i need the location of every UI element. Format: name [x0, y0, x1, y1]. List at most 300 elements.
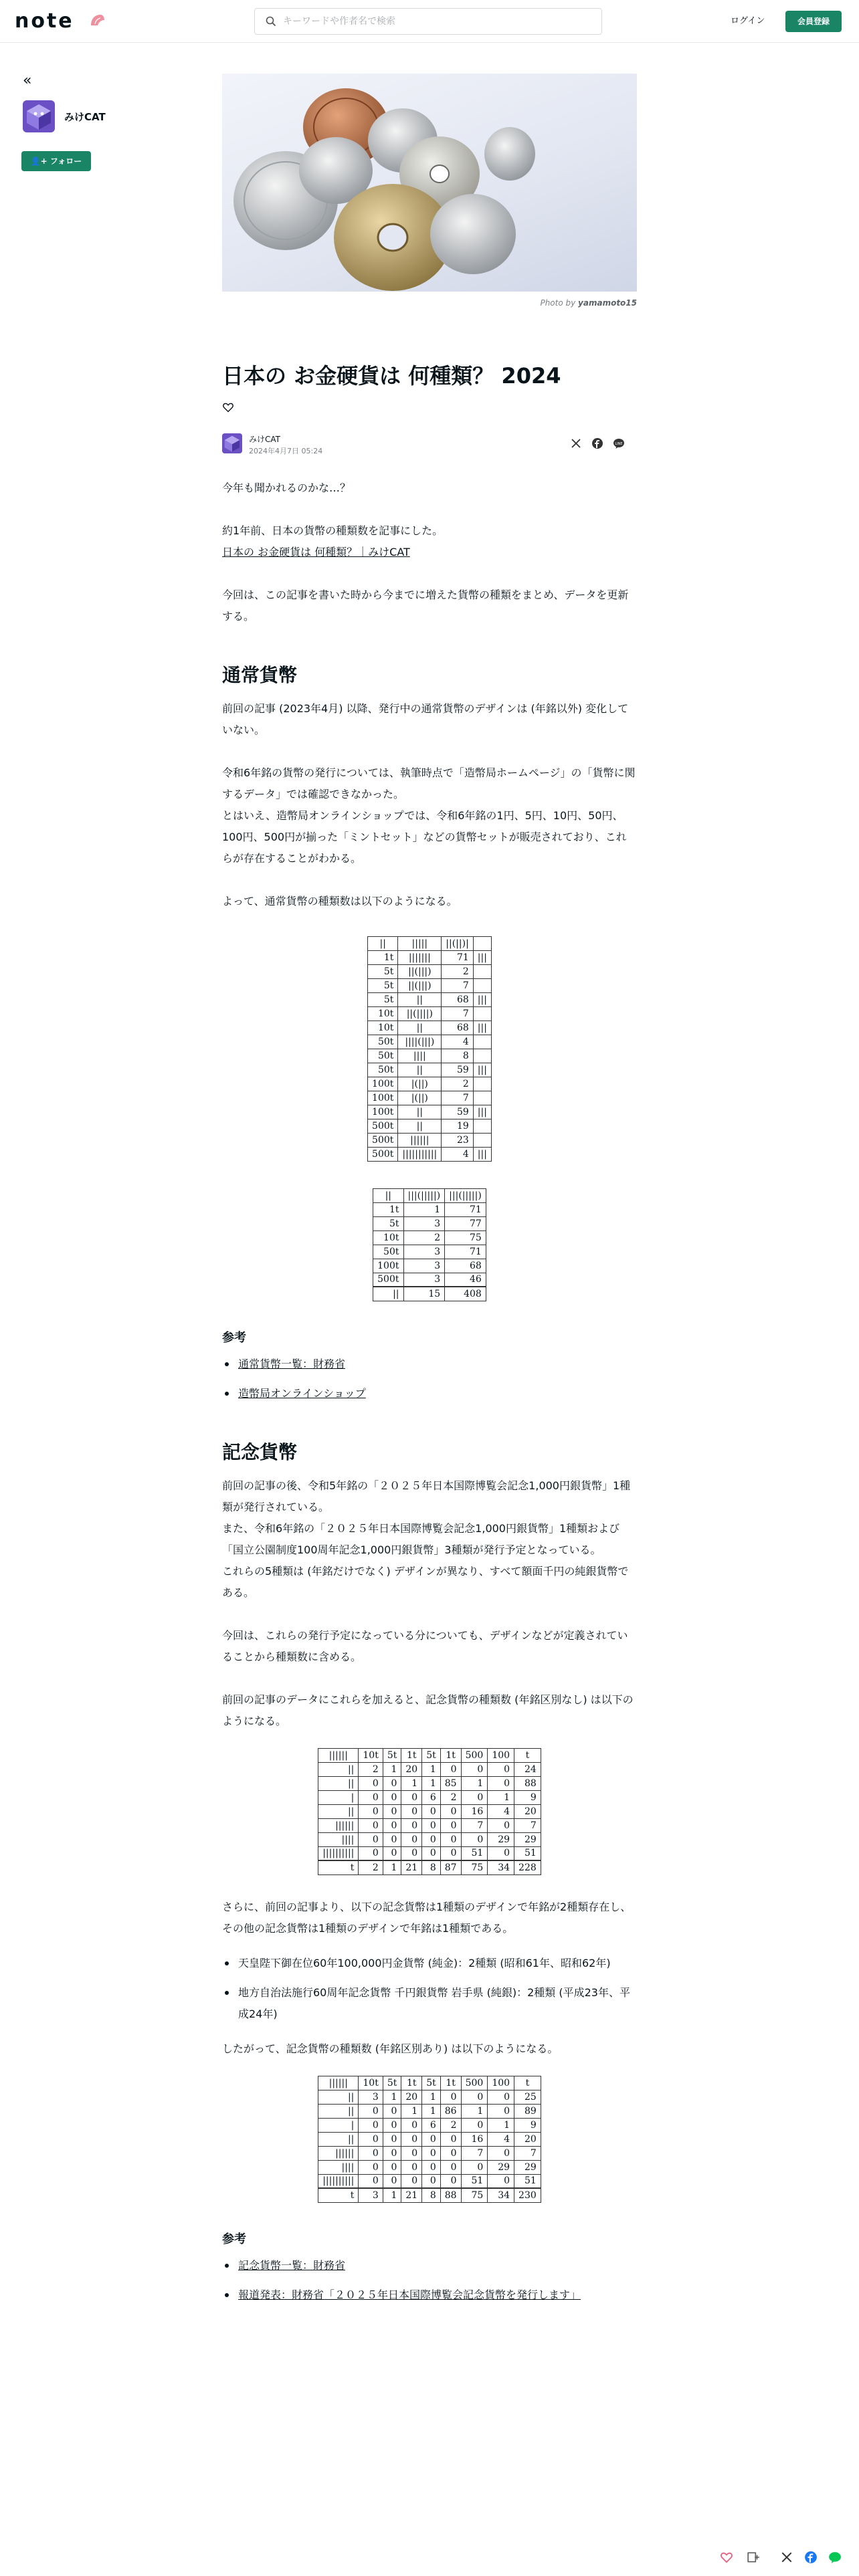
- search-icon: [266, 16, 276, 27]
- table-cell: 89: [514, 2104, 541, 2118]
- table-row: [318, 1804, 541, 1818]
- table-cell: ||: [318, 2090, 359, 2104]
- table-cell: 0: [488, 2174, 514, 2188]
- table-header-cell: ||: [368, 936, 398, 950]
- reference-link[interactable]: 造幣局オンラインショップ: [238, 1386, 366, 1400]
- table-row: [368, 1077, 492, 1091]
- table-cell: 2: [440, 2118, 461, 2132]
- floating-action-bar: [716, 2545, 859, 2569]
- table-cell: 2: [440, 1790, 461, 1804]
- table-cell: 7: [442, 978, 474, 992]
- table-cell: 0: [422, 2160, 441, 2174]
- table-cell: 0: [461, 2118, 488, 2132]
- table-cell: 9: [514, 2118, 541, 2132]
- table-cell: 230: [514, 2188, 541, 2202]
- table-cell: 0: [383, 1790, 401, 1804]
- table-cell: |||: [473, 1021, 491, 1035]
- table-cell: 0: [383, 1818, 401, 1832]
- table-cell: 0: [422, 2146, 441, 2160]
- regular-coin-summary-table: [373, 1188, 486, 1301]
- table-cell: 0: [461, 1762, 488, 1776]
- commem-paragraph-4: さらに、前回の記事より、以下の記念貨幣は1種類のデザインで年銘が2種類存在し、その他の記念貨幣は1種類のデザインで年銘は1種類である。: [222, 1900, 632, 1935]
- photo-credit: [222, 298, 637, 308]
- x-share-icon[interactable]: [780, 2551, 793, 2564]
- table-cell: 50t: [368, 1035, 398, 1049]
- photo-credit-name[interactable]: yamamoto15: [578, 298, 637, 308]
- table-cell: 1: [488, 1790, 514, 1804]
- table-cell: 75: [461, 1860, 488, 1874]
- table-cell: 4: [442, 1035, 474, 1049]
- table-cell: 408: [445, 1287, 486, 1301]
- header-photo: [222, 74, 637, 292]
- table-cell: 0: [401, 2160, 422, 2174]
- table-cell: 0: [440, 1846, 461, 1860]
- table-header-cell: |||(|||||): [403, 1188, 445, 1202]
- table-header-cell: ||||||: [318, 1748, 359, 1762]
- table-cell: 0: [440, 1762, 461, 1776]
- table-cell: 7: [442, 1091, 474, 1105]
- table-header-cell: 100: [488, 2076, 514, 2090]
- table-cell: 8: [442, 1049, 474, 1063]
- table-cell: ||: [318, 1762, 359, 1776]
- table-cell: ||: [318, 1804, 359, 1818]
- table-row: [318, 2188, 541, 2202]
- table-cell: 228: [514, 1860, 541, 1874]
- commem-paragraph-2: 今回は、これらの発行予定になっている分についても、デザインなどが定義されていることから種類数に含める。: [222, 1628, 628, 1663]
- table-cell: ||||: [318, 2160, 359, 2174]
- table-cell: 0: [440, 1804, 461, 1818]
- table-cell: 68: [442, 992, 474, 1006]
- table-header-cell: 1t: [440, 1748, 461, 1762]
- table-cell: 0: [440, 1832, 461, 1846]
- table-cell: 1: [403, 1202, 445, 1216]
- table-cell: ||(|||): [398, 964, 442, 978]
- table-row: [318, 2146, 541, 2160]
- table-cell: 2: [442, 964, 474, 978]
- intro-paragraph-3: 今回は、この記事を書いた時から今までに増えた貨幣の種類をまとめ、データを更新する。: [222, 588, 629, 623]
- table-cell: [473, 1077, 491, 1091]
- table-cell: [473, 1006, 491, 1021]
- line-share-icon[interactable]: [828, 2551, 842, 2564]
- table-cell: |||: [473, 1147, 491, 1161]
- table-row: [373, 1202, 486, 1216]
- author-name[interactable]: みけCAT: [64, 111, 106, 123]
- table-cell: 1: [461, 2104, 488, 2118]
- follow-icon: 👤+: [30, 156, 47, 166]
- table-cell: ||||||: [318, 1818, 359, 1832]
- table-row: [368, 950, 492, 964]
- top-bar: [0, 0, 859, 43]
- table-cell: 0: [401, 2146, 422, 2160]
- table-cell: 0: [488, 1846, 514, 1860]
- author-avatar[interactable]: [23, 100, 55, 132]
- commem-paragraph-3: 前回の記事のデータにこれらを加えると、記念貨幣の種類数 (年銘区別なし) は以下のようになる。: [222, 1693, 634, 1727]
- table-cell: 68: [442, 1021, 474, 1035]
- table-header-cell: 500: [461, 2076, 488, 2090]
- table-cell: 0: [440, 2090, 461, 2104]
- byline-name[interactable]: みけCAT: [249, 434, 280, 444]
- commemorative-count-table: [318, 1748, 541, 1875]
- table-header-row: [373, 1188, 486, 1202]
- table-cell: 50t: [368, 1049, 398, 1063]
- table-cell: 3: [359, 2090, 383, 2104]
- table-cell: 3: [403, 1245, 445, 1259]
- table-cell: 100t: [368, 1091, 398, 1105]
- table-cell: ||||||: [318, 2146, 359, 2160]
- table-cell: 0: [359, 1818, 383, 1832]
- table-cell: 16: [461, 2132, 488, 2146]
- table-row: [318, 2104, 541, 2118]
- follow-button[interactable]: [21, 151, 91, 171]
- table-cell: 0: [401, 1804, 422, 1818]
- table-row: [368, 1133, 492, 1147]
- like-heart-icon[interactable]: [720, 2551, 733, 2564]
- table-cell: 0: [488, 2146, 514, 2160]
- table-cell: 2: [442, 1077, 474, 1091]
- table-cell: 75: [461, 2188, 488, 2202]
- table-header-row: [318, 1748, 541, 1762]
- byline: [222, 429, 637, 456]
- table-cell: 1: [422, 2090, 441, 2104]
- table-cell: 0: [383, 1846, 401, 1860]
- table-cell: 87: [440, 1860, 461, 1874]
- table-cell: 0: [359, 1846, 383, 1860]
- regular-paragraph-2b: とはいえ、造幣局オンラインショップでは、令和6年銘の1円、5円、10円、50円、100円、500円が揃った「ミントセット」などの貨幣セットが販売されており、これらが存在することがわかる。: [222, 809, 627, 865]
- reference-link[interactable]: 通常貨幣一覧：財務省: [238, 1357, 346, 1370]
- table-cell: 0: [359, 1790, 383, 1804]
- table-row: [368, 1105, 492, 1119]
- table-header-cell: ||||||: [318, 2076, 359, 2090]
- byline-avatar[interactable]: [222, 433, 242, 453]
- table-cell: 0: [461, 2090, 488, 2104]
- table-header-cell: 5t: [383, 2076, 401, 2090]
- table-cell: 100t: [368, 1077, 398, 1091]
- table-cell: 5t: [373, 1216, 403, 1230]
- table-cell: 10t: [368, 1021, 398, 1035]
- table-cell: 71: [442, 950, 474, 964]
- table-cell: 0: [422, 1804, 441, 1818]
- table-header-cell: |||(|||||): [445, 1188, 486, 1202]
- table-cell: [473, 978, 491, 992]
- table-cell: 88: [440, 2188, 461, 2202]
- table-cell: 24: [514, 1762, 541, 1776]
- table-cell: 0: [383, 1832, 401, 1846]
- table-cell: 0: [440, 2146, 461, 2160]
- table-cell: 0: [383, 2160, 401, 2174]
- follow-label: フォロー: [50, 156, 82, 166]
- table-cell: 75: [445, 1230, 486, 1245]
- commemorative-count-by-year-table: [318, 2076, 541, 2203]
- table-cell: 7: [442, 1006, 474, 1021]
- table-cell: 21: [401, 2188, 422, 2202]
- regular-paragraph-2a: 令和6年銘の貨幣の発行については、執筆時点で「造幣局ホームページ」の「貨幣に関するデータ」では確認できなかった。: [222, 766, 636, 800]
- table-cell: 1: [401, 1776, 422, 1790]
- table-row: [368, 978, 492, 992]
- table-header-cell: 10t: [359, 1748, 383, 1762]
- commem-paragraph-1a: 前回の記事の後、令和5年銘の「２０２５年日本国際博覧会記念1,000円銀貨幣」1種類が発行されている。: [222, 1479, 631, 1513]
- table-cell: 71: [445, 1245, 486, 1259]
- facebook-share-icon[interactable]: [591, 437, 603, 449]
- table-cell: |||||||||||: [398, 1147, 442, 1161]
- table-cell: ||: [398, 1105, 442, 1119]
- reference-link[interactable]: 記念貨幣一覧：財務省: [238, 2258, 346, 2272]
- table-cell: 20: [514, 1804, 541, 1818]
- table-cell: ||: [398, 1021, 442, 1035]
- table-header-cell: 1t: [401, 2076, 422, 2090]
- table-cell: |||: [473, 992, 491, 1006]
- table-cell: 10t: [373, 1230, 403, 1245]
- list-item: [238, 2255, 637, 2276]
- search-box[interactable]: [254, 8, 602, 35]
- table-cell: 0: [359, 2104, 383, 2118]
- coin-1yen-d: [484, 127, 535, 181]
- table-cell: 6: [422, 2118, 441, 2132]
- table-row: [373, 1273, 486, 1287]
- table-cell: 77: [445, 1216, 486, 1230]
- table-cell: 0: [422, 1846, 441, 1860]
- table-cell: [473, 964, 491, 978]
- table-cell: ||||||: [398, 1133, 442, 1147]
- table-cell: 3: [403, 1216, 445, 1230]
- table-cell: 5t: [368, 992, 398, 1006]
- line-share-icon[interactable]: [613, 437, 625, 449]
- table-cell: 0: [422, 2132, 441, 2146]
- table-cell: 4: [488, 1804, 514, 1818]
- signup-button[interactable]: 会員登録: [785, 11, 842, 32]
- table-row: [368, 1021, 492, 1035]
- photo-credit-prefix: Photo by: [540, 298, 576, 308]
- list-item: [238, 1354, 637, 1375]
- commem-bullet-list: [238, 1953, 637, 2025]
- search-input[interactable]: [283, 9, 591, 34]
- table-cell: 59: [442, 1105, 474, 1119]
- table-cell: 1: [422, 1762, 441, 1776]
- list-item: [238, 2284, 637, 2306]
- regular-coin-design-table: [367, 936, 492, 1162]
- list-item: 天皇陛下御在位60年100,000円金貨幣 (純金)：2種類 (昭和61年、昭和62年): [238, 1953, 637, 1974]
- svg-text:LINE: LINE: [615, 441, 623, 446]
- table-header-cell: |||||: [398, 936, 442, 950]
- table-cell: 1: [488, 2118, 514, 2132]
- table-cell: 0: [401, 2174, 422, 2188]
- table-cell: 0: [488, 1818, 514, 1832]
- table-cell: 15: [403, 1287, 445, 1301]
- table-row: [318, 1860, 541, 1874]
- table-cell: 0: [359, 1804, 383, 1818]
- table-header-cell: 10t: [359, 2076, 383, 2090]
- table-cell: 1: [383, 2090, 401, 2104]
- table-cell: 51: [461, 2174, 488, 2188]
- table-row: [318, 2090, 541, 2104]
- table-cell: 46: [445, 1273, 486, 1287]
- table-cell: 0: [440, 1818, 461, 1832]
- table-row: [368, 1063, 492, 1077]
- table-cell: 0: [359, 1832, 383, 1846]
- table-cell: 1: [422, 1776, 441, 1790]
- table-cell: 20: [401, 2090, 422, 2104]
- commem-references-list: [238, 2255, 637, 2306]
- table-cell: 29: [488, 2160, 514, 2174]
- table-cell: 500t: [368, 1133, 398, 1147]
- table-cell: 88: [514, 1776, 541, 1790]
- facebook-share-icon[interactable]: [804, 2551, 818, 2564]
- table-cell: 0: [359, 2146, 383, 2160]
- table-cell: 0: [401, 2118, 422, 2132]
- like-heart-icon[interactable]: [222, 401, 234, 413]
- table-cell: 51: [461, 1846, 488, 1860]
- table-header-cell: ||(||)|: [442, 936, 474, 950]
- previous-article-link[interactable]: 日本の お金硬貨は 何種類？｜みけCAT: [222, 545, 410, 558]
- table-row: [318, 2132, 541, 2146]
- table-header-cell: ||: [373, 1188, 403, 1202]
- table-cell: 0: [359, 2160, 383, 2174]
- table-cell: 0: [422, 1832, 441, 1846]
- table-cell: ||(||||): [398, 1006, 442, 1021]
- commem-paragraph-5: したがって、記念貨幣の種類数 (年銘区別あり) は以下のようになる。: [222, 2042, 559, 2055]
- table-cell: 100t: [368, 1105, 398, 1119]
- table-cell: 3: [359, 2188, 383, 2202]
- table-cell: 51: [514, 1846, 541, 1860]
- commem-paragraph-1c: これらの5種類は (年銘だけでなく) デザインが異なり、すべて額面千円の純銀貨幣である。: [222, 1564, 629, 1599]
- table-cell: 85: [440, 1776, 461, 1790]
- table-cell: 16: [461, 1804, 488, 1818]
- table-cell: 23: [442, 1133, 474, 1147]
- table-cell: 0: [488, 2104, 514, 2118]
- table-cell: 2: [403, 1230, 445, 1245]
- table-header-cell: 5t: [422, 1748, 441, 1762]
- table-row: [373, 1259, 486, 1273]
- table-cell: 0: [440, 2160, 461, 2174]
- table-cell: 50t: [368, 1063, 398, 1077]
- table-cell: 3: [403, 1259, 445, 1273]
- coins-photo: [222, 74, 637, 292]
- table-cell: 59: [442, 1063, 474, 1077]
- table-header-cell: t: [514, 2076, 541, 2090]
- table-cell: t: [318, 2188, 359, 2202]
- collapse-sidebar-icon[interactable]: «: [23, 72, 32, 89]
- table-header-cell: t: [514, 1748, 541, 1762]
- table-cell: |||: [473, 950, 491, 964]
- table-cell: 0: [440, 2132, 461, 2146]
- table-row: [368, 1119, 492, 1133]
- table-row: [318, 1776, 541, 1790]
- intro-paragraph-2: 約1年前、日本の貨幣の種類数を記事にした。: [222, 524, 444, 537]
- table-cell: 0: [422, 1818, 441, 1832]
- note-logo[interactable]: note: [15, 9, 74, 33]
- table-cell: 0: [461, 2160, 488, 2174]
- table-cell: 50t: [373, 1245, 403, 1259]
- table-cell: ||||||||||: [318, 1846, 359, 1860]
- table-cell: 86: [440, 2104, 461, 2118]
- table-row: [373, 1245, 486, 1259]
- table-cell: 0: [488, 2090, 514, 2104]
- table-cell: ||: [373, 1287, 403, 1301]
- table-cell: 29: [488, 1832, 514, 1846]
- intro-paragraph-1: 今年も聞かれるのかな…？: [222, 481, 351, 494]
- list-item: [238, 1383, 637, 1404]
- table-cell: 2: [359, 1860, 383, 1874]
- table-cell: 2: [359, 1762, 383, 1776]
- section-heading-commemorative-coins: 記念貨幣: [222, 1440, 298, 1463]
- table-header-cell: 1t: [401, 1748, 422, 1762]
- table-cell: 21: [401, 1860, 422, 1874]
- table-cell: 0: [383, 1804, 401, 1818]
- table-cell: t: [318, 1860, 359, 1874]
- reference-link[interactable]: 報道発表：財務省「２０２５年日本国際博覧会記念貨幣を発行します」: [238, 2288, 581, 2301]
- coin-1yen-c: [430, 194, 516, 274]
- table-cell: 1: [401, 2104, 422, 2118]
- table-cell: 0: [401, 1790, 422, 1804]
- x-share-icon[interactable]: [570, 437, 582, 449]
- table-cell: [473, 1035, 491, 1049]
- table-row: [318, 2174, 541, 2188]
- table-row: [368, 1049, 492, 1063]
- table-cell: 0: [383, 2118, 401, 2132]
- table-header-cell: 500: [461, 1748, 488, 1762]
- table-cell: ||||: [398, 1049, 442, 1063]
- table-row: [373, 1287, 486, 1301]
- table-cell: 0: [401, 1846, 422, 1860]
- table-cell: 1: [461, 1776, 488, 1790]
- table-cell: ||: [318, 1776, 359, 1790]
- table-cell: 0: [359, 2132, 383, 2146]
- table-cell: 0: [383, 2174, 401, 2188]
- table-cell: 7: [514, 2146, 541, 2160]
- table-cell: 3: [403, 1273, 445, 1287]
- table-cell: 1t: [373, 1202, 403, 1216]
- table-cell: 0: [383, 2104, 401, 2118]
- table-cell: 6: [422, 1790, 441, 1804]
- table-cell: [473, 1119, 491, 1133]
- table-row: [368, 992, 492, 1006]
- table-row: [318, 2160, 541, 2174]
- table-cell: 0: [461, 1832, 488, 1846]
- table-cell: 4: [442, 1147, 474, 1161]
- table-cell: 71: [445, 1202, 486, 1216]
- table-cell: 5t: [368, 964, 398, 978]
- table-cell: 25: [514, 2090, 541, 2104]
- table-cell: [473, 1091, 491, 1105]
- magazine-add-icon[interactable]: [747, 2551, 760, 2564]
- table-cell: 1: [383, 2188, 401, 2202]
- section-heading-regular-coins: 通常貨幣: [222, 663, 298, 686]
- table-cell: 0: [383, 1776, 401, 1790]
- list-item: 地方自治法施行60周年記念貨幣 千円銀貨幣 岩手県 (純銀)：2種類 (平成23年、平成24年): [238, 1982, 637, 2025]
- table-cell: 0: [401, 1818, 422, 1832]
- table-row: [368, 1091, 492, 1105]
- article-title: 日本の お金硬貨は 何種類？ 2024: [222, 363, 561, 389]
- table-cell: 5t: [368, 978, 398, 992]
- table-cell: ||: [318, 2104, 359, 2118]
- table-row: [368, 1035, 492, 1049]
- regular-paragraph-1: 前回の記事 (2023年4月) 以降、発行中の通常貨幣のデザインは (年銘以外) 変化していない。: [222, 702, 629, 736]
- table-cell: 7: [514, 1818, 541, 1832]
- table-cell: 0: [359, 2118, 383, 2132]
- login-link[interactable]: ログイン: [731, 16, 765, 26]
- table-header-cell: [473, 936, 491, 950]
- table-cell: 0: [359, 2174, 383, 2188]
- table-row: [373, 1230, 486, 1245]
- table-cell: 68: [445, 1259, 486, 1273]
- table-cell: |: [318, 2118, 359, 2132]
- byline-date: 2024年4月7日 05:24: [249, 446, 323, 455]
- table-cell: ||: [398, 1119, 442, 1133]
- regular-references-list: [238, 1354, 637, 1404]
- regular-references-heading: 参考: [222, 1330, 246, 1345]
- table-cell: ||||||||||: [318, 2174, 359, 2188]
- commem-paragraph-1b: また、令和6年銘の「２０２５年日本国際博覧会記念1,000円銀貨幣」1種類および「国立公園制度100周年記念1,000円銀貨幣」3種類が発行予定となっている。: [222, 1521, 620, 1556]
- table-header-cell: 5t: [383, 1748, 401, 1762]
